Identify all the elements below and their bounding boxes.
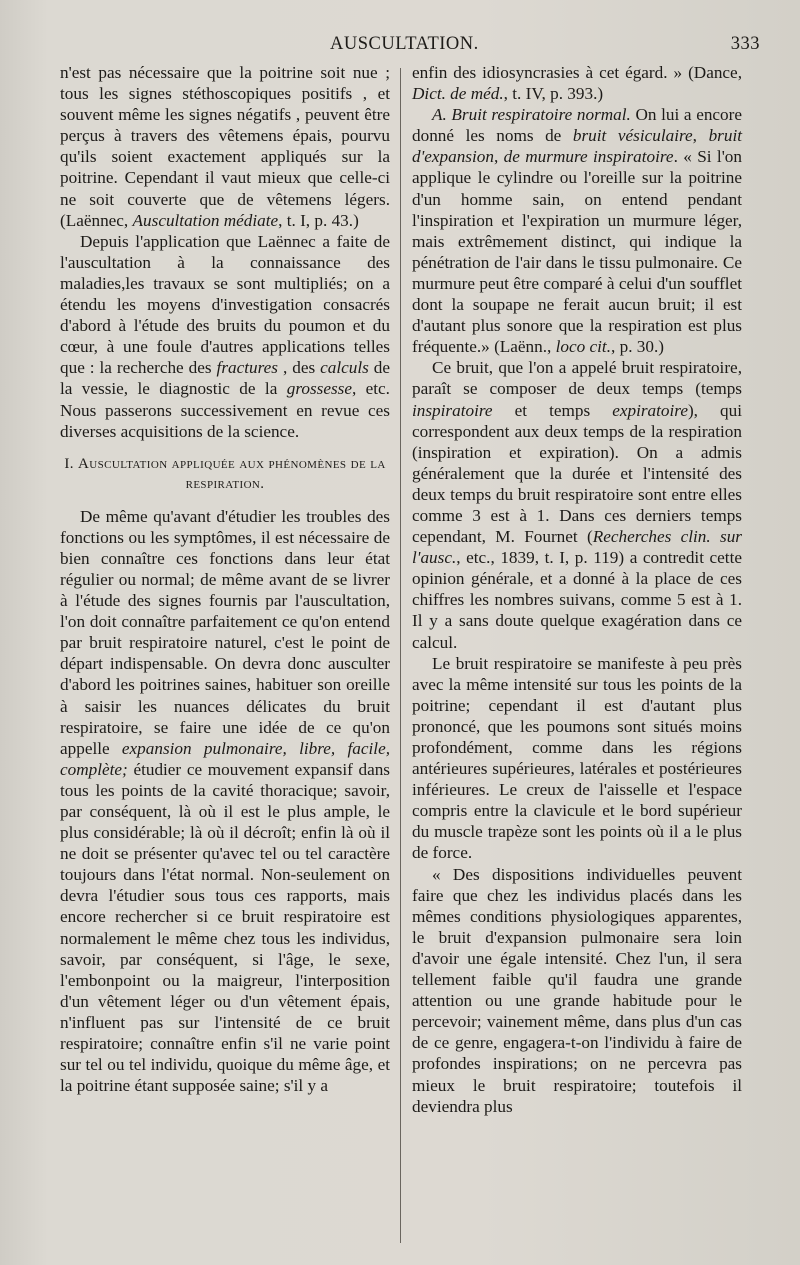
paragraph-intensite: Le bruit respiratoire se manifeste à peu près avec la même intensité sur tous les points de la poitrine; cependant il est d'autant plus prononcé, que les poumons sont situés moins profondément, comme dans les régions antérieures supérieures, latérales et postérieures inférieures. Le creux de l'aisselle et l'espace compris entre la clavicule et le bord supérieur du muscle trapèze sont les points où il a le plus de force. xyxy=(412,653,742,863)
section-numeral: I. xyxy=(64,455,74,472)
page-number: 333 xyxy=(730,34,760,54)
paragraph-troubles-fonctions: De même qu'avant d'étudier les troubles des fonctions ou les symptômes, il est nécessaire de bien connaître ces fonctions dans leur état régulier ou normal; de même avant de se livrer à l'étude des signes fournis par l'auscultation, l'on doit connaître parfaitement ce qu'on entend par bruit respiratoire naturel, c'est le point de départ indispensable. On devra donc ausculter d'abord les poitrines saines, habituer son oreille à saisir les nuances délicates du bruit respiratoire, se faire une idée de ce qu'on appelle expansion pulmonaire, libre, facile, complète; étudier ce mouvement expansif dans tous les points de la cavité thoracique; savoir, par conséquent, là où il est le plus ample, le plus considérable; là où il décroît; enfin là où il ne doit se présenter qu'avec tel ou tel caractère toujours dans l'état normal. Non-seulement on devra l'étudier sous tous ces rapports, mais encore rechercher si ce bruit respiratoire est normalement le même chez tous les individus, savoir, par conséquent, si l'âge, le sexe, l'embonpoint ou la maigreur, l'interposition d'un vêtement léger ou d'un vêtement épais, n'influent pas sur l'intensité de ce bruit respiratoire; connaître enfin s'il ne varie point sur tel ou tel individu, quoique du même âge, et la poitrine étant supposée saine; s'il y a xyxy=(60,506,390,1096)
right-column xyxy=(412,62,742,1247)
left-column xyxy=(60,62,390,1247)
paragraph-dispositions: « Des dispositions individuelles peuvent faire que chez les individus placés dans les mêmes conditions physiologiques apparentes, le bruit d'expansion pulmonaire sera loin d'avoir une égale intensité. Chez l'un, il sera tellement faible qu'il faudra une grande attention ou une grande habitude pour le percevoir; vainement même, dans plus d'un cas de ce genre, engagera-t-on l'individu à faire de profondes inspirations; on ne percevra pas mieux le bruit respiratoire; toutefois il deviendra plus xyxy=(412,864,742,1116)
paragraph-idiosyncrasies: enfin des idiosyncrasies à cet égard. » (Dance, Dict. de méd., t. IV, p. 393.) xyxy=(412,63,742,104)
section-heading xyxy=(60,454,390,494)
paragraph-bruit-normal: A. Bruit respiratoire normal. On lui a encore donné les noms de bruit vésiculaire, bruit d'expansion, de murmure inspiratoire. « Si l'on applique le cylindre ou l'oreille sur la poitrine d'un homme sain, on entend pendant l'inspiration et l'expiration un murmure léger, mais extrêmement distinct, qui indique la pénétration de l'air dans le tissu pulmonaire. Ce murmure peut être comparé à celui d'un soufflet dont la soupape ne ferait aucun bruit; il est d'autant plus sonore que la respiration est plus fréquente.» (Laënn., loco cit., p. 30.) xyxy=(412,105,742,357)
running-header xyxy=(60,34,760,58)
section-title: Auscultation appliquée aux phénomènes de la respiration. xyxy=(78,455,386,492)
column-divider xyxy=(400,68,401,1243)
paragraph-depuis-laennec: Depuis l'application que Laënnec a faite de l'auscultation à la connaissance des maladies,les travaux se sont multipliés; on a étendu les moyens d'investigation consacrés d'abord à l'étude des bruits du poumon et du cœur, à une foule d'autres applications telles que : la recherche des fractures , des calculs de la vessie, le diagnostic de la grossesse, etc. Nous passerons successivement en revue ces diverses acquisitions de la science. xyxy=(60,231,390,441)
running-title: AUSCULTATION. xyxy=(330,34,479,54)
paragraph-deux-temps: Ce bruit, que l'on a appelé bruit respiratoire, paraît se composer de deux temps (temps inspiratoire et temps expiratoire), qui correspondent aux deux temps de la respiration (inspiration et expiration). On a admis généralement que la durée et l'intensité des deux temps du bruit respiratoire sont entre elles comme 3 est à 1. Dans ces derniers temps cependant, M. Fournet (Recherches clin. sur l'ausc., etc., 1839, t. I, p. 119) a contredit cette opinion générale, et a donné à la place de ces chiffres les nombres suivans, comme 5 est à 1. Il y a sans doute quelque exagération dans ce calcul. xyxy=(412,358,743,652)
paragraph-vetements: n'est pas nécessaire que la poitrine soit nue ; tous les signes stéthoscopiques positifs , et souvent même les signes négatifs , peuvent être perçus à travers des vêtemens épais, pourvu qu'ils soient exactement appliqués sur la poitrine. Cependant il vaut mieux que celle-ci ne soit couverte que de vêtemens légers. (Laënnec, Auscultation médiate, t. I, p. 43.) xyxy=(60,63,390,230)
